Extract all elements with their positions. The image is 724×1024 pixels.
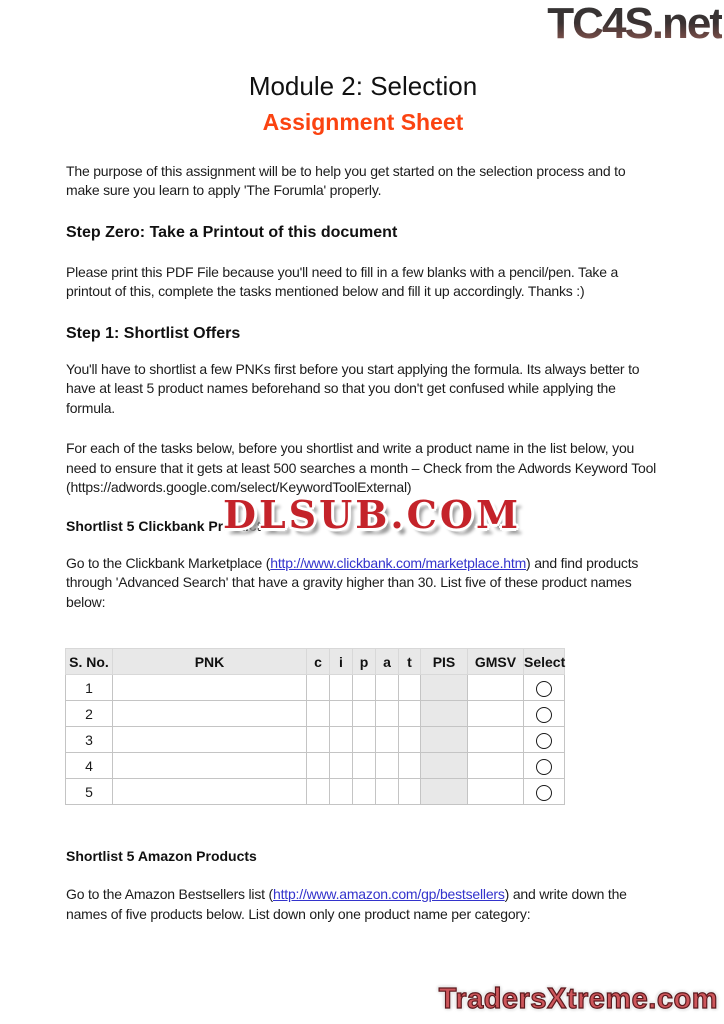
select-cell: [524, 675, 565, 701]
a-cell: [376, 727, 399, 753]
step-zero-paragraph: Please print this PDF File because you'll need to fill in a few blanks with a pencil/pen. Take a printout of this, complete the tasks mentioned below and fill it up accordingly. Thanks :): [66, 263, 619, 300]
header-cell-a: a: [376, 649, 399, 675]
pnk-cell: [113, 701, 307, 727]
pis-cell: [421, 701, 468, 727]
table-header-row: [66, 649, 565, 675]
header-cell-select: Select: [524, 649, 565, 675]
subtitle: Assignment Sheet: [262, 108, 464, 135]
c-cell: [307, 779, 330, 805]
select-radio-icon[interactable]: [536, 681, 552, 697]
gmsv-cell: [468, 727, 524, 753]
step-zero-heading: Step Zero: Take a Printout of this document: [66, 223, 398, 241]
tc4s-logo: TC4S.net: [547, 0, 722, 48]
a-cell: [376, 753, 399, 779]
a-cell: [376, 779, 399, 805]
pis-cell: [421, 675, 468, 701]
i-cell: [330, 701, 353, 727]
a-cell: [376, 701, 399, 727]
header-cell-t: t: [399, 649, 421, 675]
header-cell-c: c: [307, 649, 330, 675]
i-cell: [330, 753, 353, 779]
select-radio-icon[interactable]: [536, 785, 552, 801]
table-row: [66, 675, 565, 701]
pnk-cell: [113, 779, 307, 805]
dlsub-watermark: DLSUB.COM: [223, 492, 522, 537]
row-number-cell: 3: [66, 727, 113, 753]
pnk-table: [65, 648, 565, 805]
t-cell: [399, 675, 421, 701]
c-cell: [307, 675, 330, 701]
p-cell: [353, 753, 376, 779]
pnk-cell: [113, 727, 307, 753]
i-cell: [330, 727, 353, 753]
a-cell: [376, 675, 399, 701]
amazon-paragraph: [66, 885, 660, 924]
header-cell-i: i: [330, 649, 353, 675]
pnk-cell: [113, 675, 307, 701]
header-cell-sno: S. No.: [66, 649, 113, 675]
amazon-heading: Shortlist 5 Amazon Products: [66, 848, 257, 865]
clickbank-heading: Shortlist 5 Clickbank Products: [66, 517, 270, 534]
row-number-cell: 2: [66, 701, 113, 727]
pis-cell: [421, 779, 468, 805]
p-cell: [353, 701, 376, 727]
step-one-heading: Step 1: Shortlist Offers: [66, 324, 241, 342]
p-cell: [353, 727, 376, 753]
i-cell: [330, 779, 353, 805]
row-number-cell: 1: [66, 675, 113, 701]
gmsv-cell: [468, 675, 524, 701]
row-number-cell: 5: [66, 779, 113, 805]
row-number-cell: 4: [66, 753, 113, 779]
table-row: [66, 753, 565, 779]
clickbank-link[interactable]: http://www.clickbank.com/marketplace.htm: [270, 554, 527, 571]
amazon-link[interactable]: http://www.amazon.com/gp/bestsellers: [272, 886, 505, 903]
c-cell: [307, 701, 330, 727]
tradersxtreme-logo: TradersXtreme.com: [438, 983, 718, 1015]
select-cell: [524, 779, 565, 805]
amazon-paragraph-pre: Go to the Amazon Bestsellers list (: [66, 886, 273, 903]
select-radio-icon[interactable]: [536, 733, 552, 749]
c-cell: [307, 727, 330, 753]
select-radio-icon[interactable]: [536, 759, 552, 775]
pis-cell: [421, 727, 468, 753]
select-cell: [524, 701, 565, 727]
table-row: [66, 701, 565, 727]
amazon-paragraph-post: ) and write down the names of five products below. List down only one product name per category:: [66, 886, 627, 922]
main-title: Module 2: Selection: [248, 71, 478, 101]
select-cell: [524, 753, 565, 779]
t-cell: [399, 727, 421, 753]
t-cell: [399, 701, 421, 727]
gmsv-cell: [468, 701, 524, 727]
i-cell: [330, 675, 353, 701]
pis-cell: [421, 753, 468, 779]
header-cell-pnk: PNK: [113, 649, 307, 675]
gmsv-cell: [468, 779, 524, 805]
p-cell: [353, 779, 376, 805]
header-cell-p: p: [353, 649, 376, 675]
pnk-cell: [113, 753, 307, 779]
p-cell: [353, 675, 376, 701]
table-row: [66, 727, 565, 753]
table-row: [66, 779, 565, 805]
c-cell: [307, 753, 330, 779]
intro-paragraph: The purpose of this assignment will be to help you get started on the selection process and to make sure you learn to apply 'The Forumla' properly.: [66, 162, 626, 199]
t-cell: [399, 779, 421, 805]
header-cell-gmsv: GMSV: [468, 649, 524, 675]
select-radio-icon[interactable]: [536, 707, 552, 723]
clickbank-paragraph-post: ) and find products through 'Advanced Search' that have a gravity higher than 30. List five of these product names below:: [66, 554, 639, 610]
select-cell: [524, 727, 565, 753]
t-cell: [399, 753, 421, 779]
step-one-paragraph-1: You'll have to shortlist a few PNKs first before you start applying the formula. Its always better to have at least 5 product names beforehand so that you don't get confused while applying the formula.: [66, 360, 640, 416]
clickbank-paragraph-pre: Go to the Clickbank Marketplace (: [66, 554, 271, 571]
gmsv-cell: [468, 753, 524, 779]
step-one-paragraph-2: For each of the tasks below, before you shortlist and write a product name in the list below, you need to ensure that it gets at least 500 searches a month – Check from the Adwords Keyword Tool (https://adwords.google.com/select/KeywordToolExternal): [66, 440, 657, 496]
clickbank-paragraph: [66, 554, 660, 613]
header-cell-pis: PIS: [421, 649, 468, 675]
